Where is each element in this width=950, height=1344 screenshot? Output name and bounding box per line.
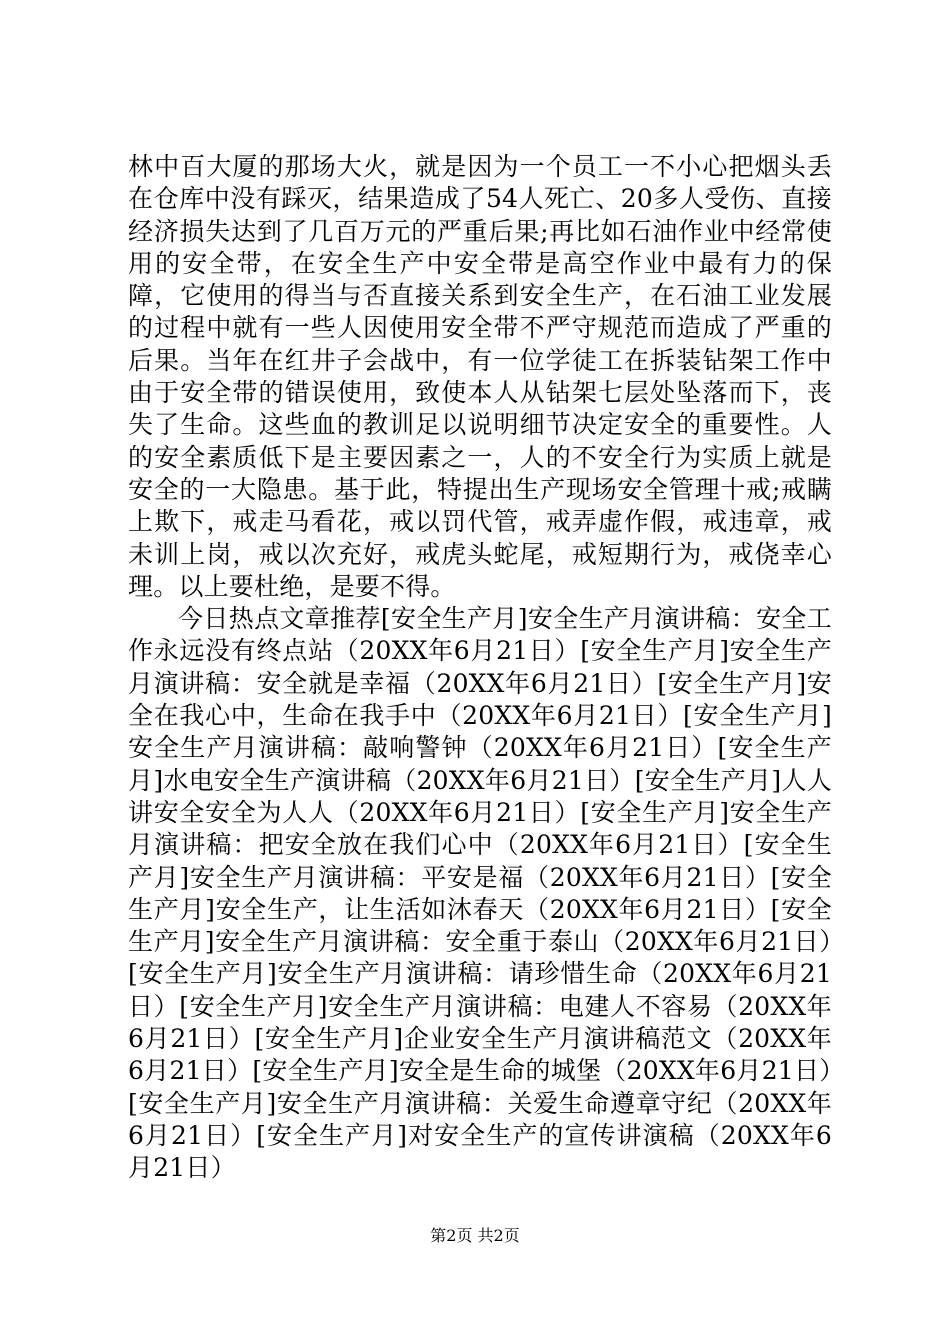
paragraph-safety-lessons: 林中百大厦的那场大火，就是因为一个员工一不小心把烟头丢在仓库中没有踩灭，结果造成了54人死亡、20多人受伤、直接经济损失达到了几百万元的严重后果;再比如石油作业中经常使用的安全带，在安全生产中安全带是高空作业中最有力的保障，它使用的得当与否直接关系到安全生产，在石油工业发展的过程中就有一些人因使用安全带不严守规范而造成了严重的后果。当年在红井子会战中，有一位学徒工在拆装钻架工作中由于安全带的错误使用，致使本人从钻架七层处坠落而下，丧失了生命。这些血的教训足以说明细节决定安全的重要性。人的安全素质低下是主要因素之一，人的不安全行为实质上就是安全的一大隐患。基于此，特提出生产现场安全管理十戒;戒瞒上欺下，戒走马看花，戒以罚代管，戒弄虚作假，戒违章，戒未训上岗，戒以次充好，戒虎头蛇尾，戒短期行为，戒侥幸心理。以上要杜绝，是要不得。 (128, 152, 832, 601)
document-body (128, 151, 832, 1185)
page-footer: 第2页 共2页 (430, 1226, 520, 1245)
paragraph-recommended-articles: 今日热点文章推荐[安全生产月]安全生产月演讲稿：安全工作永远没有终点站（20XX年6月21日）[安全生产月]安全生产月演讲稿：安全就是幸福（20XX年6月21日）[安全生产月]安全在我心中，生命在我手中（20XX年6月21日）[安全生产月]安全生产月演讲稿：敲响警钟（20XX年6月21日）[安全生产月]水电安全生产演讲稿（20XX年6月21日）[安全生产月]人人讲安全安全为人人（20XX年6月21日）[安全生产月]安全生产月演讲稿：把安全放在我们心中（20XX年6月21日）[安全生产月]安全生产月演讲稿：平安是福（20XX年6月21日）[安全生产月]安全生产，让生活如沐春天（20XX年6月21日）[安全生产月]安全生产月演讲稿：安全重于泰山（20XX年6月21日）[安全生产月]安全生产月演讲稿：请珍惜生命（20XX年6月21日）[安全生产月]安全生产月演讲稿：电建人不容易（20XX年6月21日）[安全生产月]企业安全生产月演讲稿范文（20XX年6月21日）[安全生产月]安全是生命的城堡（20XX年6月21日）[安全生产月]安全生产月演讲稿：关爱生命遵章守纪（20XX年6月21日）[安全生产月]对安全生产的宣传讲演稿（20XX年6月21日） (128, 604, 832, 1183)
